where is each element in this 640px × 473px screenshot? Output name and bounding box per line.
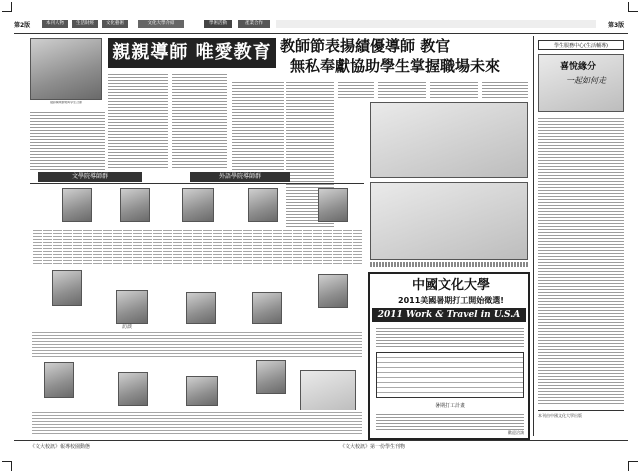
header-tab-2: 生活財經 [72,20,98,28]
ad-slogan: 2011 Work & Travel in U.S.A [372,308,526,322]
ad-table-label: 暑期打工計畫 [434,403,465,409]
body-text-block-1 [30,110,105,170]
group-photo-bottom [370,182,528,260]
section-header-mid: 外語學院導師群 [190,172,290,182]
header-tab-mid: 文化大學介紹 [138,20,184,28]
teacher-text-row1 [32,228,362,266]
right-column-poem-1: 喜悅緣分 [560,62,597,72]
principal-photo-caption: (圖)導師頒獎與學生合影 [49,101,83,104]
header-tab-1: 本刊人物 [42,20,68,28]
group-photo-caption [370,262,528,267]
teacher-portrait-10 [318,274,348,308]
right-column-tag: 學生服務中心(生活輔導) [538,40,624,50]
footer-right-text: 《文大校訊》第一份學生刊物 [340,444,406,450]
teacher-portrait-3 [182,188,214,222]
body-text-block-5 [286,80,334,250]
ad-box [368,272,530,440]
crop-mark-bl [2,461,12,471]
headline-right-1: 教師節表揚績優導師 教官 [280,37,451,55]
teacher-portrait-1 [62,188,92,222]
ad-school-name: 中國文化大學 [411,278,490,293]
teacher-portrait-2 [120,188,150,222]
crop-mark-br [628,461,638,471]
teacher-portrait-6 [52,270,82,306]
ad-body-text [376,326,524,348]
teacher-portrait-13 [186,376,218,406]
page-number-left: 第2版 [14,22,31,29]
header-ticker [276,20,596,28]
headline-left: 親親導師 唯愛教育 [108,38,276,68]
body-text-block-6 [338,80,374,100]
teacher-portrait-12 [118,372,148,406]
ad-title: 2011美國暑期打工開始徵選! [398,296,504,305]
crop-mark-tl [2,2,12,12]
header-tab-3: 文化藝術 [102,20,128,28]
section-header-left: 文學院導師群 [38,172,142,182]
crop-mark-tr [628,2,638,12]
teacher-portrait-14 [256,360,286,394]
teacher-portrait-8 [186,292,216,324]
teacher-portrait-9 [252,292,282,324]
footer-rule [14,440,628,441]
teacher-portrait-5 [318,188,348,222]
right-column-text [538,116,624,406]
teacher-text-row3 [32,410,362,436]
body-text-block-4 [232,80,284,170]
body-text-block-8 [430,80,478,100]
teacher-portrait-11 [44,362,74,398]
header-rule [14,33,628,34]
footer-left-text: 《文大校訊》報導校園動態 [30,444,91,450]
principal-photo [30,38,102,100]
teacher-portrait-7 [116,290,148,324]
teacher-text-row2 [32,330,362,358]
group-photo-top [370,102,528,178]
right-column-footer: 本刊由中國文化大學出版 [538,410,624,436]
header-tab-mid2: 學術活動 [204,20,232,28]
interview-label: 訪談 [122,324,133,330]
header-bar [14,18,628,32]
body-text-block-3 [172,72,227,170]
classroom-photo [300,370,356,412]
body-text-block-9 [482,80,528,100]
section-rule [30,183,364,184]
body-text-block-2 [108,72,168,170]
right-column-rule [533,36,534,436]
headline-right-2: 無私奉獻協助學生掌握職場未來 [290,57,501,75]
header-tab-right: 產業合作 [238,20,270,28]
body-text-block-7 [378,80,426,100]
teacher-portrait-4 [248,188,278,222]
right-column-poem-2: 一起如何走 [566,76,606,85]
page-number-right: 第3版 [608,22,625,29]
ad-contact-text [376,412,524,430]
ad-table [376,352,524,398]
ad-footer-note: 歡迎洽詢 [508,430,524,435]
